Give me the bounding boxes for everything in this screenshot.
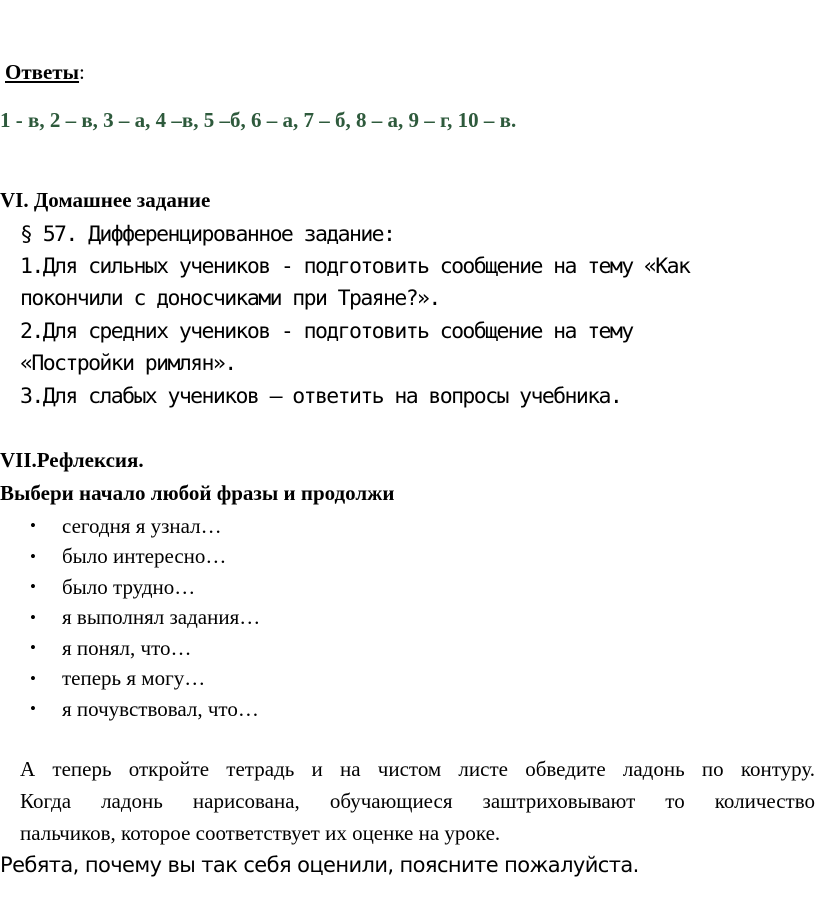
list-item-text: я почувствовал, что… — [62, 696, 259, 721]
homework-title: VI. Домашнее задание — [0, 188, 211, 212]
instruction-paragraph-line: Когда ладонь нарисована, обучающиеся заштриховывают то количество — [20, 789, 815, 813]
instruction-paragraph-line: А теперь откройте тетрадь и на чистом листе обведите ладонь по контуру. — [20, 757, 815, 781]
reflection-title: VII.Рефлексия. — [0, 448, 144, 472]
homework-line: 1.Для сильных учеников - подготовить сообщение на тему «Как — [20, 254, 690, 279]
list-item — [30, 542, 260, 573]
answers-title: Ответы — [5, 60, 80, 84]
list-item — [30, 694, 260, 725]
bullet-icon: • — [30, 577, 36, 597]
list-item-text: теперь я могу… — [62, 666, 206, 691]
homework-line: 2.Для средних учеников - подготовить сообщение на тему — [20, 319, 633, 344]
bullet-icon: • — [30, 699, 36, 719]
homework-line: 3.Для слабых учеников — ответить на вопросы учебника. — [20, 384, 622, 409]
bullet-icon: • — [30, 607, 36, 627]
homework-line: § 57. Дифференцированное задание: — [20, 222, 395, 247]
list-item-text: сегодня я узнал… — [62, 513, 222, 538]
answers-colon: : — [79, 60, 85, 84]
reflection-phrase-list — [30, 511, 260, 725]
bullet-icon: • — [30, 638, 36, 658]
list-item-text: было трудно… — [62, 574, 196, 599]
answers-key: 1 - в, 2 – в, 3 – а, 4 –в, 5 –б, 6 – а, 7 – б, 8 – а, 9 – г, 10 – в. — [0, 108, 517, 132]
list-item — [30, 511, 260, 542]
homework-line: покончили с доносчиками при Траяне?». — [20, 286, 440, 311]
list-item — [30, 603, 260, 634]
answers-heading — [5, 60, 85, 85]
homework-line: «Постройки римлян». — [20, 351, 236, 376]
bullet-icon: • — [30, 546, 36, 566]
list-item — [30, 664, 260, 695]
list-item — [30, 633, 260, 664]
bullet-icon: • — [30, 516, 36, 536]
instruction-paragraph-line: пальчиков, которое соответствует их оценке на уроке. — [20, 821, 501, 845]
bullet-icon: • — [30, 668, 36, 688]
final-question: Ребята, почему вы так себя оценили, поясните пожалуйста. — [0, 853, 639, 877]
list-item — [30, 572, 260, 603]
list-item-text: я понял, что… — [62, 635, 192, 660]
list-item-text: было интересно… — [62, 544, 227, 569]
reflection-subtitle: Выбери начало любой фразы и продолжи — [0, 481, 395, 505]
list-item-text: я выполнял задания… — [62, 605, 261, 630]
